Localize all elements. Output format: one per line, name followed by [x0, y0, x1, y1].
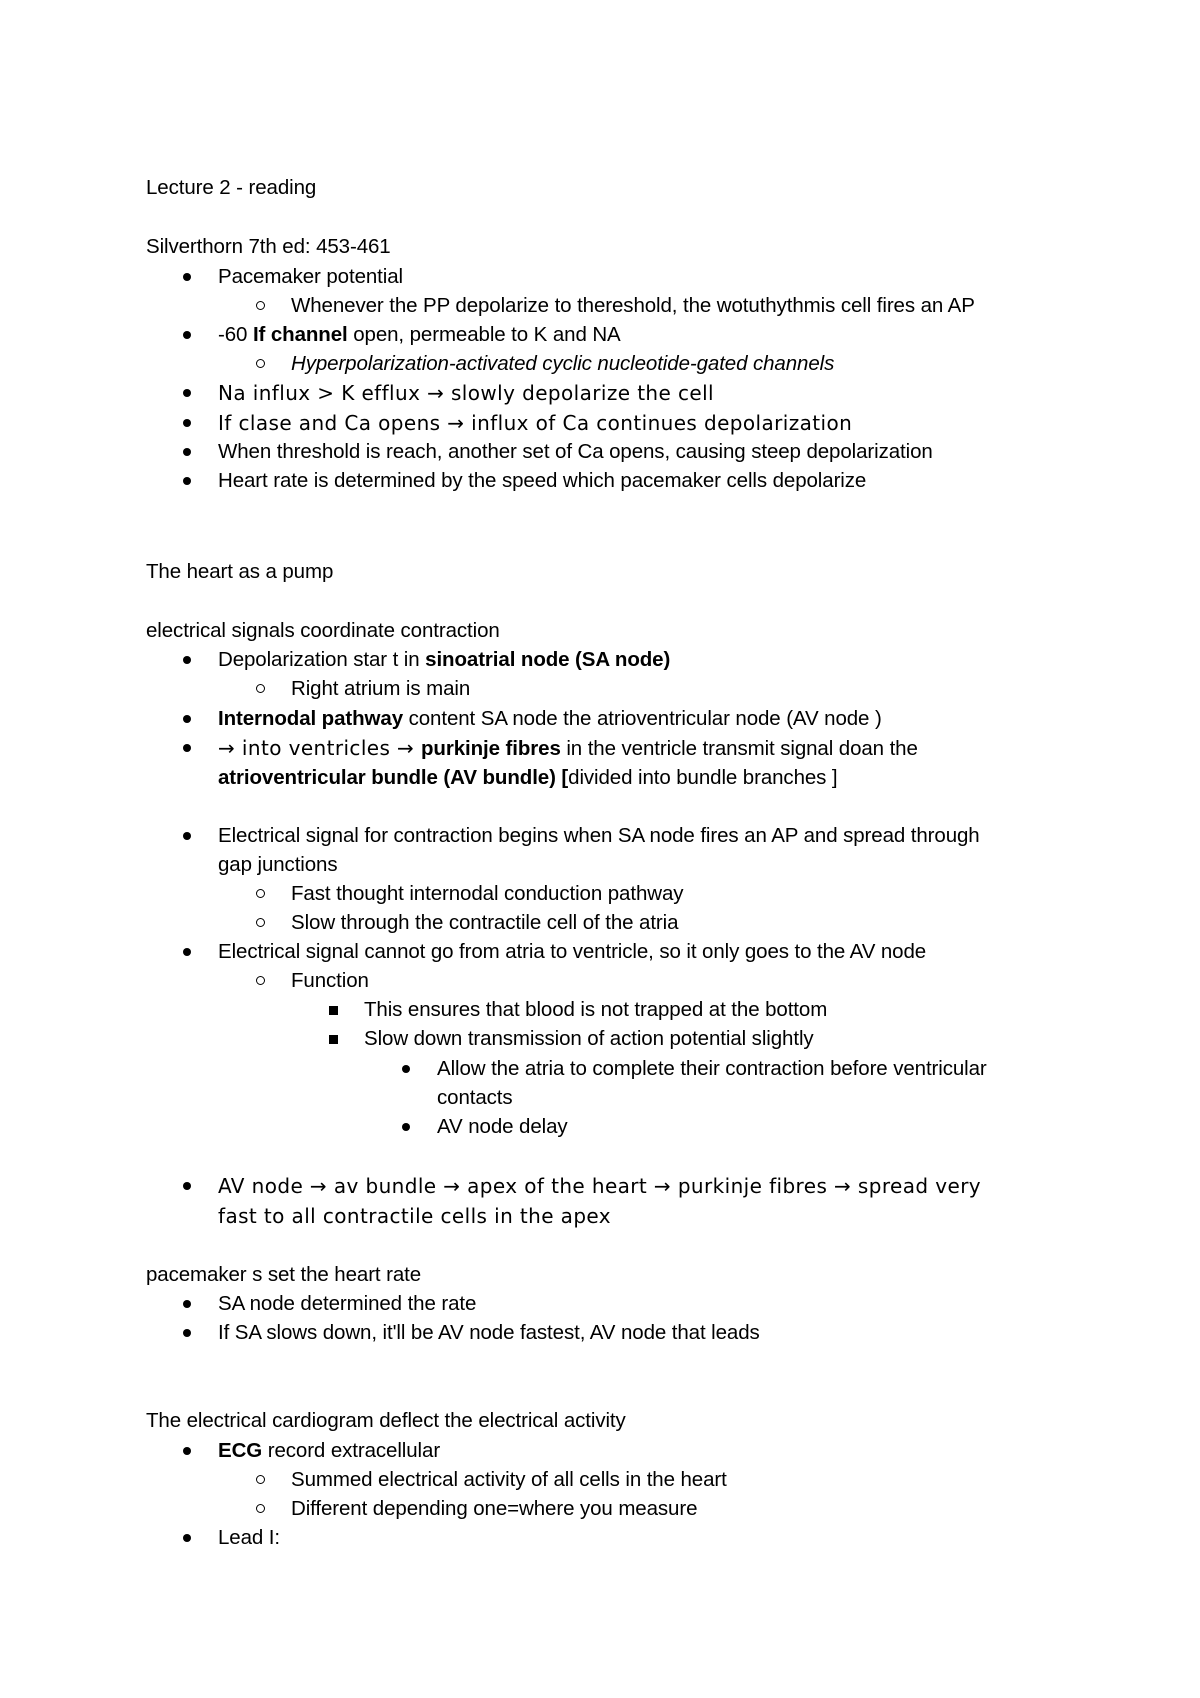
bullet-dot-icon	[183, 419, 191, 427]
italic-text: Hyperpolarization-activated cyclic nucleotide-gated channels	[291, 352, 835, 375]
list-item: This ensures that blood is not trapped at the bottom	[364, 998, 828, 1021]
bold-term: purkinje fibres	[420, 737, 561, 760]
bullet-dot-icon	[183, 1329, 191, 1337]
list-item: Different depending one=where you measure	[291, 1497, 698, 1520]
bullet-dot-icon	[183, 273, 191, 281]
section-heading-ecg: The electrical cardiogram deflect the electrical activity	[146, 1409, 626, 1432]
bold-term: If channel	[252, 323, 348, 346]
bullet-dot-icon	[183, 715, 191, 723]
bullet-dot-icon	[183, 1447, 191, 1455]
bullet-circle-icon	[256, 918, 265, 927]
list-item: Electrical signal for contraction begins when SA node fires an AP and spread through	[218, 824, 980, 847]
list-item: Na influx > K efflux → slowly depolarize the cell	[218, 381, 714, 405]
list-item: Fast thought internodal conduction pathway	[291, 882, 684, 905]
bullet-dot-icon	[402, 1065, 410, 1073]
bullet-circle-icon	[256, 684, 265, 693]
bullet-dot-icon	[183, 331, 191, 339]
text-run: → into ventricles →	[218, 736, 421, 760]
bullet-dot-icon	[183, 389, 191, 397]
bullet-circle-icon	[256, 976, 265, 985]
text-run: divided into bundle branches ]	[568, 766, 838, 789]
bullet-circle-icon	[256, 301, 265, 310]
bullet-dot-icon	[183, 1300, 191, 1308]
bullet-dot-icon	[183, 1534, 191, 1542]
list-item: Function	[291, 969, 369, 992]
list-item: Heart rate is determined by the speed which pacemaker cells depolarize	[218, 469, 867, 492]
bullet-dot-icon	[183, 1182, 191, 1190]
text-run: -60	[218, 323, 253, 346]
list-item: When threshold is reach, another set of Ca opens, causing steep depolarization	[218, 440, 933, 463]
bullet-dot-icon	[183, 477, 191, 485]
list-item: Lead I:	[218, 1526, 280, 1549]
bullet-circle-icon	[256, 359, 265, 368]
section-heading-electrical-signals: electrical signals coordinate contraction	[146, 619, 500, 642]
list-item	[218, 647, 670, 673]
list-item-continuation	[218, 765, 838, 791]
text-run: in the ventricle transmit signal doan the	[560, 737, 918, 760]
bold-term: ECG	[218, 1439, 263, 1462]
list-item: Summed electrical activity of all cells in the heart	[291, 1468, 727, 1491]
bullet-dot-icon	[183, 948, 191, 956]
list-item-continuation: gap junctions	[218, 853, 338, 876]
section-heading-pacemakers: pacemaker s set the heart rate	[146, 1263, 422, 1286]
section-heading-silverthorn: Silverthorn 7th ed: 453-461	[146, 235, 391, 258]
list-item	[218, 735, 918, 762]
list-item: SA node determined the rate	[218, 1292, 477, 1315]
section-heading-heart-pump: The heart as a pump	[146, 560, 334, 583]
text-run: Depolarization star t in	[218, 648, 426, 671]
list-item: Right atrium is main	[291, 677, 471, 700]
text-run: open, permeable to K and NA	[347, 323, 621, 346]
list-item: Electrical signal cannot go from atria to ventricle, so it only goes to the AV node	[218, 940, 927, 963]
list-item: AV node delay	[437, 1115, 568, 1138]
bullet-dot-icon	[183, 744, 191, 752]
list-item-continuation: fast to all contractile cells in the apex	[218, 1204, 612, 1228]
list-item: Pacemaker potential	[218, 265, 403, 288]
list-item: If SA slows down, it'll be AV node fastest, AV node that leads	[218, 1321, 760, 1344]
bullet-circle-icon	[256, 1504, 265, 1513]
list-item	[218, 322, 621, 348]
list-item-continuation: contacts	[437, 1086, 513, 1109]
text-run: content SA node the atrioventricular node (AV node )	[403, 707, 882, 730]
bullet-dot-icon	[183, 448, 191, 456]
text-run: record extracellular	[262, 1439, 441, 1462]
list-item	[218, 1438, 440, 1464]
bold-term: sinoatrial node (SA node)	[425, 648, 671, 671]
list-item: Slow down transmission of action potential slightly	[364, 1027, 814, 1050]
list-item: Slow through the contractile cell of the atria	[291, 911, 679, 934]
bullet-circle-icon	[256, 889, 265, 898]
list-item: AV node → av bundle → apex of the heart → purkinje fibres → spread very	[218, 1174, 982, 1198]
list-item: Whenever the PP depolarize to thereshold, the wotuthythmis cell fires an AP	[291, 294, 975, 317]
bullet-dot-icon	[402, 1123, 410, 1131]
list-item: Allow the atria to complete their contraction before ventricular	[437, 1057, 987, 1080]
bold-term: atrioventricular bundle (AV bundle) [	[218, 766, 569, 789]
bullet-circle-icon	[256, 1475, 265, 1484]
list-item: If clase and Ca opens → influx of Ca continues depolarization	[218, 411, 853, 435]
list-item	[218, 706, 882, 732]
bullet-dot-icon	[183, 832, 191, 840]
bullet-square-icon	[329, 1006, 338, 1015]
list-item	[291, 351, 834, 377]
bullet-square-icon	[329, 1035, 338, 1044]
bullet-dot-icon	[183, 656, 191, 664]
page-title: Lecture 2 - reading	[146, 176, 317, 199]
bold-term: Internodal pathway	[218, 707, 404, 730]
